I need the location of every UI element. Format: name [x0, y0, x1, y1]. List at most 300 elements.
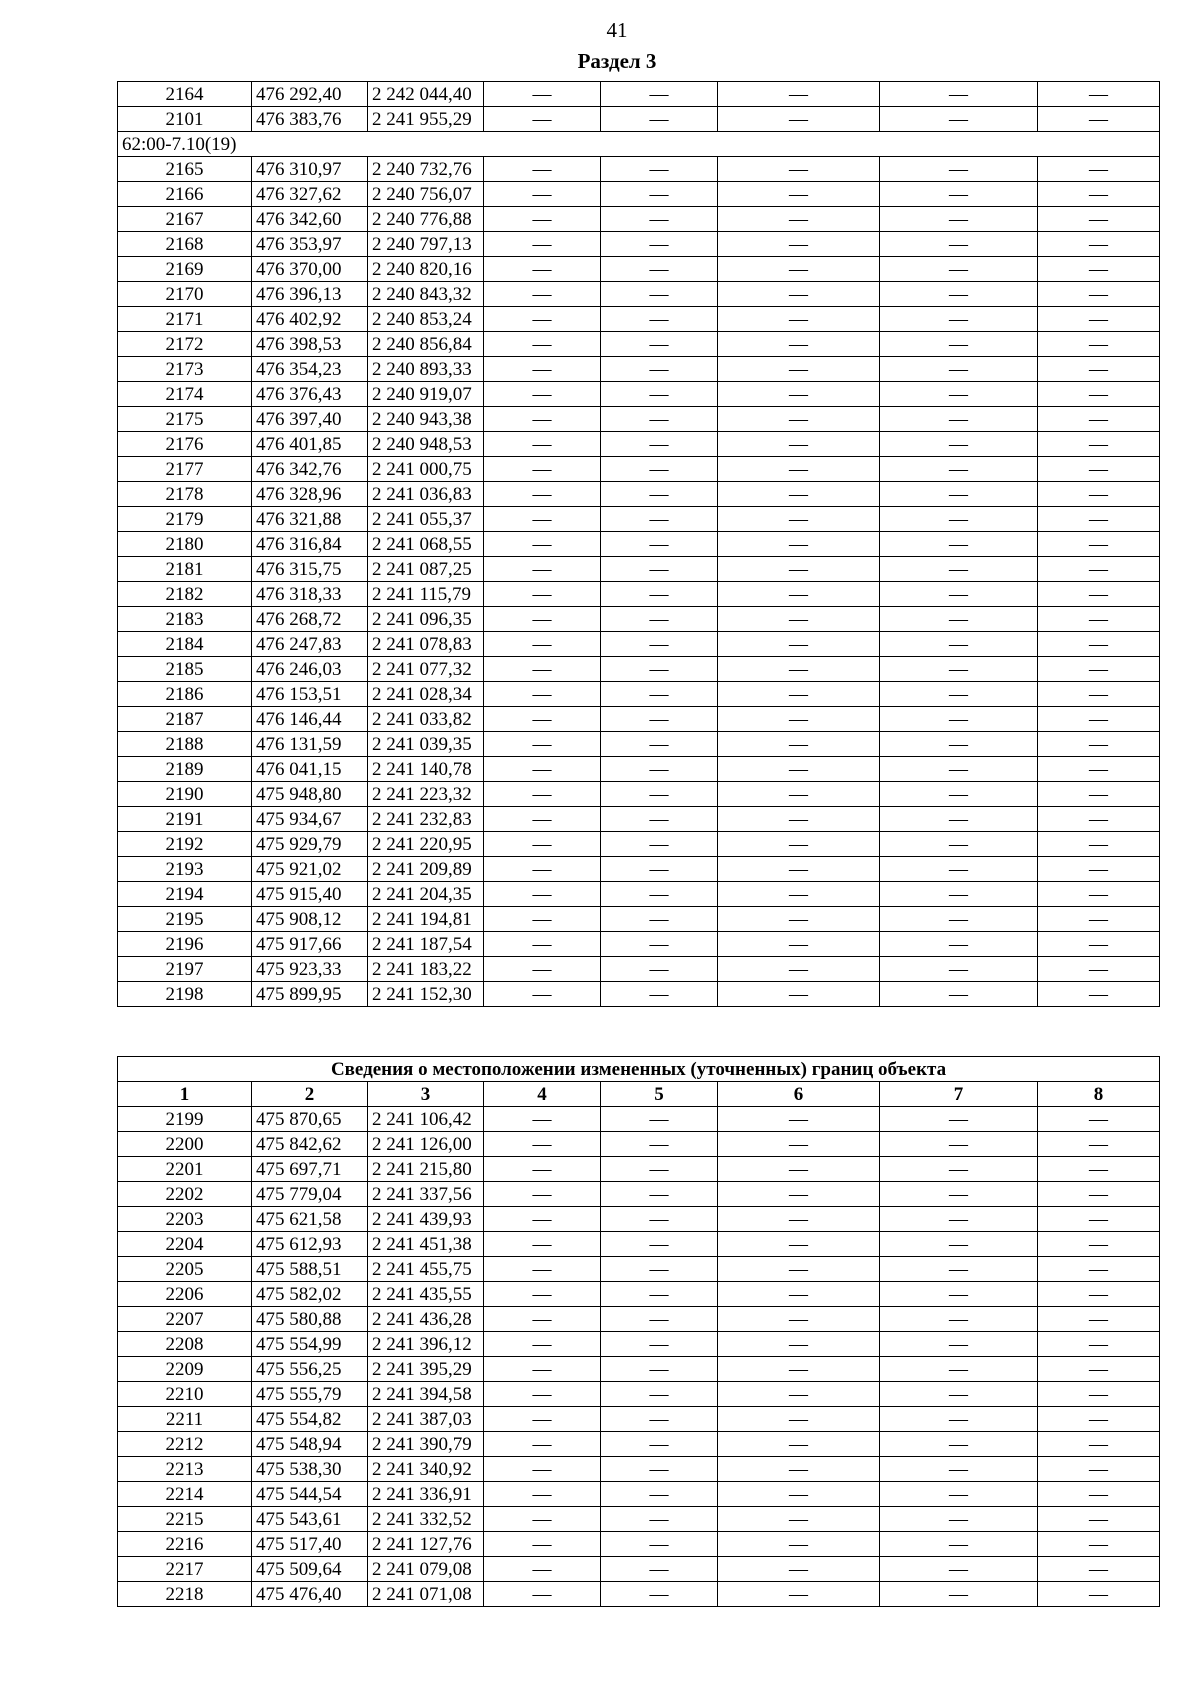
- empty-cell: —: [880, 1407, 1038, 1432]
- empty-cell: —: [1038, 1157, 1160, 1182]
- x-coordinate-cell: 475 580,88: [252, 1307, 368, 1332]
- y-coordinate-cell: 2 241 455,75: [368, 1257, 484, 1282]
- empty-cell: —: [718, 807, 880, 832]
- empty-cell: —: [601, 432, 718, 457]
- empty-cell: —: [718, 257, 880, 282]
- empty-cell: —: [880, 1557, 1038, 1582]
- x-coordinate-cell: 476 247,83: [252, 632, 368, 657]
- point-number-cell: 2206: [118, 1282, 252, 1307]
- empty-cell: —: [601, 307, 718, 332]
- empty-cell: —: [1038, 182, 1160, 207]
- empty-cell: —: [484, 1207, 601, 1232]
- table-row: [118, 707, 1160, 732]
- x-coordinate-cell: 476 401,85: [252, 432, 368, 457]
- y-coordinate-cell: 2 241 183,22: [368, 957, 484, 982]
- y-coordinate-cell: 2 241 106,42: [368, 1107, 484, 1132]
- empty-cell: —: [718, 457, 880, 482]
- y-coordinate-cell: 2 241 451,38: [368, 1232, 484, 1257]
- group-row: [118, 132, 1160, 157]
- empty-cell: —: [601, 357, 718, 382]
- empty-cell: —: [484, 957, 601, 982]
- empty-cell: —: [880, 982, 1038, 1007]
- empty-cell: —: [1038, 807, 1160, 832]
- empty-cell: —: [484, 1357, 601, 1382]
- empty-cell: —: [601, 807, 718, 832]
- empty-cell: —: [601, 682, 718, 707]
- empty-cell: —: [1038, 382, 1160, 407]
- empty-cell: —: [1038, 82, 1160, 107]
- empty-cell: —: [1038, 257, 1160, 282]
- y-coordinate-cell: 2 240 948,53: [368, 432, 484, 457]
- empty-cell: —: [601, 1157, 718, 1182]
- table-row: [118, 207, 1160, 232]
- table-row: [118, 507, 1160, 532]
- point-number-cell: 2173: [118, 357, 252, 382]
- empty-cell: —: [601, 1207, 718, 1232]
- empty-cell: —: [718, 182, 880, 207]
- empty-cell: —: [1038, 732, 1160, 757]
- y-coordinate-cell: 2 241 039,35: [368, 732, 484, 757]
- y-coordinate-cell: 2 241 078,83: [368, 632, 484, 657]
- empty-cell: —: [484, 1482, 601, 1507]
- table-row: [118, 282, 1160, 307]
- y-coordinate-cell: 2 240 732,76: [368, 157, 484, 182]
- empty-cell: —: [601, 1132, 718, 1157]
- empty-cell: —: [880, 1507, 1038, 1532]
- table-row: [118, 532, 1160, 557]
- point-number-cell: 2208: [118, 1332, 252, 1357]
- empty-cell: —: [718, 1582, 880, 1607]
- empty-cell: —: [718, 707, 880, 732]
- point-number-cell: 2199: [118, 1107, 252, 1132]
- section-title: Раздел 3: [577, 49, 657, 73]
- empty-cell: —: [718, 1557, 880, 1582]
- point-number-cell: 2192: [118, 832, 252, 857]
- empty-cell: —: [1038, 657, 1160, 682]
- point-number-cell: 2209: [118, 1357, 252, 1382]
- empty-cell: —: [601, 1332, 718, 1357]
- point-number-cell: 2188: [118, 732, 252, 757]
- empty-cell: —: [484, 1157, 601, 1182]
- empty-cell: —: [1038, 1532, 1160, 1557]
- point-number-cell: 2205: [118, 1257, 252, 1282]
- column-header: 3: [368, 1082, 484, 1107]
- empty-cell: —: [880, 1157, 1038, 1182]
- empty-cell: —: [880, 432, 1038, 457]
- empty-cell: —: [880, 857, 1038, 882]
- table-row: [118, 1157, 1160, 1182]
- empty-cell: —: [484, 1332, 601, 1357]
- empty-cell: —: [601, 207, 718, 232]
- empty-cell: —: [1038, 532, 1160, 557]
- empty-cell: —: [1038, 1507, 1160, 1532]
- y-coordinate-cell: 2 241 340,92: [368, 1457, 484, 1482]
- x-coordinate-cell: 475 697,71: [252, 1157, 368, 1182]
- table-row: [118, 732, 1160, 757]
- empty-cell: —: [484, 1407, 601, 1432]
- empty-cell: —: [601, 507, 718, 532]
- empty-cell: —: [484, 1232, 601, 1257]
- empty-cell: —: [718, 882, 880, 907]
- table-row: [118, 1257, 1160, 1282]
- y-coordinate-cell: 2 241 204,35: [368, 882, 484, 907]
- empty-cell: —: [484, 382, 601, 407]
- empty-cell: —: [484, 107, 601, 132]
- empty-cell: —: [1038, 957, 1160, 982]
- page-number: 41: [606, 18, 628, 42]
- empty-cell: —: [1038, 707, 1160, 732]
- empty-cell: —: [880, 407, 1038, 432]
- x-coordinate-cell: 476 315,75: [252, 557, 368, 582]
- y-coordinate-cell: 2 240 797,13: [368, 232, 484, 257]
- empty-cell: —: [880, 282, 1038, 307]
- empty-cell: —: [484, 1382, 601, 1407]
- empty-cell: —: [880, 207, 1038, 232]
- empty-cell: —: [718, 1207, 880, 1232]
- empty-cell: —: [601, 1457, 718, 1482]
- empty-cell: —: [880, 257, 1038, 282]
- table-row: [118, 982, 1160, 1007]
- point-number-cell: 2197: [118, 957, 252, 982]
- empty-cell: —: [1038, 432, 1160, 457]
- x-coordinate-cell: 476 292,40: [252, 82, 368, 107]
- x-coordinate-cell: 476 321,88: [252, 507, 368, 532]
- point-number-cell: 2207: [118, 1307, 252, 1332]
- empty-cell: —: [484, 582, 601, 607]
- empty-cell: —: [880, 1457, 1038, 1482]
- column-header: 1: [118, 1082, 252, 1107]
- table-row: [118, 1457, 1160, 1482]
- empty-cell: —: [1038, 757, 1160, 782]
- table-row: [118, 232, 1160, 257]
- table-row: [118, 1507, 1160, 1532]
- empty-cell: —: [718, 1382, 880, 1407]
- empty-cell: —: [601, 82, 718, 107]
- empty-cell: —: [880, 957, 1038, 982]
- y-coordinate-cell: 2 241 096,35: [368, 607, 484, 632]
- empty-cell: —: [718, 357, 880, 382]
- empty-cell: —: [718, 307, 880, 332]
- table-row: [118, 957, 1160, 982]
- x-coordinate-cell: 475 921,02: [252, 857, 368, 882]
- table-row: [118, 357, 1160, 382]
- point-number-cell: 2168: [118, 232, 252, 257]
- x-coordinate-cell: 475 915,40: [252, 882, 368, 907]
- empty-cell: —: [484, 182, 601, 207]
- table-row: [118, 807, 1160, 832]
- empty-cell: —: [601, 257, 718, 282]
- empty-cell: —: [880, 732, 1038, 757]
- empty-cell: —: [484, 482, 601, 507]
- empty-cell: —: [1038, 1582, 1160, 1607]
- empty-cell: —: [601, 482, 718, 507]
- empty-cell: —: [1038, 607, 1160, 632]
- empty-cell: —: [601, 907, 718, 932]
- x-coordinate-cell: 476 398,53: [252, 332, 368, 357]
- y-coordinate-cell: 2 241 126,00: [368, 1132, 484, 1157]
- x-coordinate-cell: 476 268,72: [252, 607, 368, 632]
- table-row: [118, 1182, 1160, 1207]
- empty-cell: —: [484, 1507, 601, 1532]
- empty-cell: —: [601, 1582, 718, 1607]
- empty-cell: —: [601, 407, 718, 432]
- empty-cell: —: [718, 557, 880, 582]
- column-header: 7: [880, 1082, 1038, 1107]
- y-coordinate-cell: 2 241 390,79: [368, 1432, 484, 1457]
- point-number-cell: 2217: [118, 1557, 252, 1582]
- point-number-cell: 2172: [118, 332, 252, 357]
- empty-cell: —: [880, 1307, 1038, 1332]
- x-coordinate-cell: 475 934,67: [252, 807, 368, 832]
- x-coordinate-cell: 475 555,79: [252, 1382, 368, 1407]
- x-coordinate-cell: 476 153,51: [252, 682, 368, 707]
- empty-cell: —: [718, 232, 880, 257]
- empty-cell: —: [718, 907, 880, 932]
- empty-cell: —: [601, 607, 718, 632]
- empty-cell: —: [601, 632, 718, 657]
- x-coordinate-cell: 476 131,59: [252, 732, 368, 757]
- y-coordinate-cell: 2 241 223,32: [368, 782, 484, 807]
- empty-cell: —: [601, 782, 718, 807]
- point-number-cell: 2180: [118, 532, 252, 557]
- empty-cell: —: [484, 432, 601, 457]
- empty-cell: —: [484, 882, 601, 907]
- empty-cell: —: [601, 157, 718, 182]
- empty-cell: —: [484, 657, 601, 682]
- point-number-cell: 2174: [118, 382, 252, 407]
- x-coordinate-cell: 476 327,62: [252, 182, 368, 207]
- y-coordinate-cell: 2 241 332,52: [368, 1507, 484, 1532]
- empty-cell: —: [601, 1182, 718, 1207]
- y-coordinate-cell: 2 241 337,56: [368, 1182, 484, 1207]
- empty-cell: —: [601, 1482, 718, 1507]
- empty-cell: —: [601, 457, 718, 482]
- empty-cell: —: [880, 307, 1038, 332]
- point-number-cell: 2178: [118, 482, 252, 507]
- table-row: [118, 907, 1160, 932]
- empty-cell: —: [601, 332, 718, 357]
- empty-cell: —: [484, 1282, 601, 1307]
- x-coordinate-cell: 475 948,80: [252, 782, 368, 807]
- empty-cell: —: [601, 1107, 718, 1132]
- table-row: [118, 607, 1160, 632]
- x-coordinate-cell: 475 612,93: [252, 1232, 368, 1257]
- y-coordinate-cell: 2 240 853,24: [368, 307, 484, 332]
- empty-cell: —: [601, 282, 718, 307]
- point-number-cell: 2214: [118, 1482, 252, 1507]
- empty-cell: —: [1038, 782, 1160, 807]
- point-number-cell: 2181: [118, 557, 252, 582]
- empty-cell: —: [1038, 582, 1160, 607]
- empty-cell: —: [880, 332, 1038, 357]
- empty-cell: —: [718, 932, 880, 957]
- x-coordinate-cell: 476 354,23: [252, 357, 368, 382]
- point-number-cell: 2216: [118, 1532, 252, 1557]
- y-coordinate-cell: 2 241 394,58: [368, 1382, 484, 1407]
- empty-cell: —: [484, 832, 601, 857]
- empty-cell: —: [718, 607, 880, 632]
- empty-cell: —: [880, 1182, 1038, 1207]
- table-row: [118, 82, 1160, 107]
- point-number-cell: 2204: [118, 1232, 252, 1257]
- column-header: 6: [718, 1082, 880, 1107]
- table-row: [118, 932, 1160, 957]
- empty-cell: —: [484, 457, 601, 482]
- x-coordinate-cell: 475 554,99: [252, 1332, 368, 1357]
- empty-cell: —: [601, 1382, 718, 1407]
- empty-cell: —: [880, 557, 1038, 582]
- y-coordinate-cell: 2 242 044,40: [368, 82, 484, 107]
- empty-cell: —: [880, 82, 1038, 107]
- empty-cell: —: [484, 532, 601, 557]
- y-coordinate-cell: 2 240 776,88: [368, 207, 484, 232]
- empty-cell: —: [718, 107, 880, 132]
- point-number-cell: 2183: [118, 607, 252, 632]
- column-header: 4: [484, 1082, 601, 1107]
- table-row: [118, 1307, 1160, 1332]
- empty-cell: —: [1038, 932, 1160, 957]
- y-coordinate-cell: 2 241 068,55: [368, 532, 484, 557]
- empty-cell: —: [718, 1532, 880, 1557]
- empty-cell: —: [1038, 107, 1160, 132]
- point-number-cell: 2101: [118, 107, 252, 132]
- y-coordinate-cell: 2 241 439,93: [368, 1207, 484, 1232]
- x-coordinate-cell: 475 582,02: [252, 1282, 368, 1307]
- empty-cell: —: [1038, 1382, 1160, 1407]
- y-coordinate-cell: 2 241 079,08: [368, 1557, 484, 1582]
- empty-cell: —: [718, 757, 880, 782]
- table-row: [118, 882, 1160, 907]
- x-coordinate-cell: 476 342,76: [252, 457, 368, 482]
- point-number-cell: 2200: [118, 1132, 252, 1157]
- table-row: [118, 257, 1160, 282]
- empty-cell: —: [1038, 332, 1160, 357]
- empty-cell: —: [1038, 1432, 1160, 1457]
- x-coordinate-cell: 476 402,92: [252, 307, 368, 332]
- point-number-cell: 2191: [118, 807, 252, 832]
- empty-cell: —: [718, 782, 880, 807]
- empty-cell: —: [718, 1357, 880, 1382]
- empty-cell: —: [601, 532, 718, 557]
- table-row: [118, 1207, 1160, 1232]
- y-coordinate-cell: 2 241 127,76: [368, 1532, 484, 1557]
- empty-cell: —: [880, 1532, 1038, 1557]
- point-number-cell: 2182: [118, 582, 252, 607]
- empty-cell: —: [1038, 832, 1160, 857]
- y-coordinate-cell: 2 240 856,84: [368, 332, 484, 357]
- table-row: [118, 182, 1160, 207]
- table-row: [118, 1357, 1160, 1382]
- empty-cell: —: [880, 157, 1038, 182]
- point-number-cell: 2203: [118, 1207, 252, 1232]
- y-coordinate-cell: 2 241 152,30: [368, 982, 484, 1007]
- empty-cell: —: [1038, 882, 1160, 907]
- table-row: [118, 782, 1160, 807]
- x-coordinate-cell: 475 556,25: [252, 1357, 368, 1382]
- table-row: [118, 457, 1160, 482]
- empty-cell: —: [484, 357, 601, 382]
- empty-cell: —: [718, 157, 880, 182]
- y-coordinate-cell: 2 241 436,28: [368, 1307, 484, 1332]
- x-coordinate-cell: 476 353,97: [252, 232, 368, 257]
- column-header: 8: [1038, 1082, 1160, 1107]
- y-coordinate-cell: 2 241 955,29: [368, 107, 484, 132]
- x-coordinate-cell: 475 554,82: [252, 1407, 368, 1432]
- empty-cell: —: [1038, 1282, 1160, 1307]
- empty-cell: —: [1038, 1182, 1160, 1207]
- x-coordinate-cell: 475 621,58: [252, 1207, 368, 1232]
- x-coordinate-cell: 476 376,43: [252, 382, 368, 407]
- empty-cell: —: [718, 332, 880, 357]
- empty-cell: —: [1038, 1307, 1160, 1332]
- x-coordinate-cell: 476 396,13: [252, 282, 368, 307]
- point-number-cell: 2218: [118, 1582, 252, 1607]
- empty-cell: —: [1038, 1407, 1160, 1432]
- empty-cell: —: [718, 1232, 880, 1257]
- empty-cell: —: [1038, 357, 1160, 382]
- empty-cell: —: [601, 382, 718, 407]
- point-number-cell: 2169: [118, 257, 252, 282]
- y-coordinate-cell: 2 241 071,08: [368, 1582, 484, 1607]
- x-coordinate-cell: 476 383,76: [252, 107, 368, 132]
- x-coordinate-cell: 475 544,54: [252, 1482, 368, 1507]
- empty-cell: —: [601, 1532, 718, 1557]
- empty-cell: —: [601, 1257, 718, 1282]
- point-number-cell: 2167: [118, 207, 252, 232]
- table-row: [118, 432, 1160, 457]
- point-number-cell: 2201: [118, 1157, 252, 1182]
- empty-cell: —: [1038, 1457, 1160, 1482]
- y-coordinate-cell: 2 241 209,89: [368, 857, 484, 882]
- empty-cell: —: [880, 1382, 1038, 1407]
- table-row: [118, 1432, 1160, 1457]
- empty-cell: —: [718, 1157, 880, 1182]
- empty-cell: —: [880, 832, 1038, 857]
- empty-cell: —: [718, 407, 880, 432]
- empty-cell: —: [718, 1107, 880, 1132]
- empty-cell: —: [601, 732, 718, 757]
- point-number-cell: 2166: [118, 182, 252, 207]
- table-row: [118, 757, 1160, 782]
- empty-cell: —: [484, 257, 601, 282]
- table-row: [118, 307, 1160, 332]
- empty-cell: —: [880, 682, 1038, 707]
- empty-cell: —: [1038, 507, 1160, 532]
- y-coordinate-cell: 2 241 055,37: [368, 507, 484, 532]
- empty-cell: —: [601, 557, 718, 582]
- x-coordinate-cell: 475 870,65: [252, 1107, 368, 1132]
- x-coordinate-cell: 475 779,04: [252, 1182, 368, 1207]
- empty-cell: —: [1038, 232, 1160, 257]
- table-row: [118, 1107, 1160, 1132]
- empty-cell: —: [484, 1432, 601, 1457]
- empty-cell: —: [718, 657, 880, 682]
- x-coordinate-cell: 475 509,64: [252, 1557, 368, 1582]
- empty-cell: —: [484, 157, 601, 182]
- point-number-cell: 2213: [118, 1457, 252, 1482]
- point-number-cell: 2164: [118, 82, 252, 107]
- y-coordinate-cell: 2 241 115,79: [368, 582, 484, 607]
- empty-cell: —: [1038, 157, 1160, 182]
- table-row: [118, 407, 1160, 432]
- empty-cell: —: [880, 382, 1038, 407]
- empty-cell: —: [601, 1432, 718, 1457]
- empty-cell: —: [1038, 457, 1160, 482]
- empty-cell: —: [484, 1557, 601, 1582]
- empty-cell: —: [1038, 632, 1160, 657]
- column-header-row: [118, 1082, 1160, 1107]
- empty-cell: —: [718, 1132, 880, 1157]
